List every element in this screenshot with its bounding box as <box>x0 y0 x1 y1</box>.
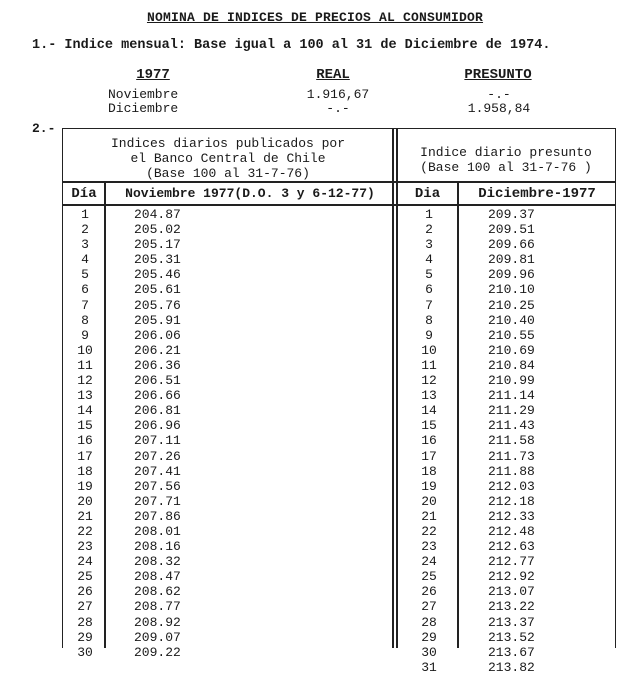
right-month-column-label: Diciembre-1977 <box>478 186 596 202</box>
right-header-block <box>398 145 614 175</box>
december-day-cell: 16 <box>421 433 437 449</box>
real-column-header: REAL <box>316 67 350 83</box>
december-value-cell: 213.37 <box>488 614 535 630</box>
november-value-cell: 206.81 <box>134 403 181 419</box>
november-day-cell: 13 <box>77 388 93 404</box>
december-value-cell: 213.67 <box>488 644 535 660</box>
november-day-cell: 3 <box>81 237 89 253</box>
november-day-cell: 29 <box>77 629 93 645</box>
december-day-cell: 19 <box>421 478 437 494</box>
december-day-cell: 23 <box>421 539 437 555</box>
november-value-cell: 205.46 <box>134 267 181 283</box>
december-day-cell: 17 <box>421 448 437 464</box>
december-day-cell: 12 <box>421 373 437 389</box>
november-value-cell: 206.06 <box>134 327 181 343</box>
november-value-cell: 204.87 <box>134 207 181 222</box>
december-value-cell: 209.51 <box>488 222 535 238</box>
november-value-cell: 205.76 <box>134 297 181 313</box>
left-day-column-label: Día <box>71 186 97 202</box>
december-day-cell: 21 <box>421 508 437 524</box>
december-day-cell: 14 <box>421 403 437 419</box>
daily-index-section-label: 2.- <box>32 121 56 136</box>
december-day-cell: 29 <box>421 629 437 645</box>
december-day-cell: 2 <box>425 222 433 238</box>
november-value-cell: 206.36 <box>134 357 181 373</box>
left-month-column-label: Noviembre 1977(D.O. 3 y 6-12-77) <box>125 186 375 201</box>
november-value-cell: 207.11 <box>134 433 181 449</box>
november-value-cell: 208.62 <box>134 584 181 600</box>
december-value-cell: 210.55 <box>488 327 535 343</box>
november-day-cell: 24 <box>77 554 93 570</box>
november-value-cell: 206.21 <box>134 342 181 358</box>
november-value-cell: 207.56 <box>134 478 181 494</box>
december-day-cell: 1 <box>425 207 433 222</box>
december-day-cell: 24 <box>421 554 437 570</box>
table-left-day-divider <box>104 182 106 648</box>
right-day-column-label: Dia <box>414 186 441 202</box>
november-day-cell: 11 <box>77 357 93 373</box>
left-header-line-3: (Base 100 al 31-7-76) <box>146 166 310 181</box>
november-value-cell: 207.41 <box>134 463 181 479</box>
december-real-value: -.- <box>326 101 350 116</box>
december-presunto-value: 1.958,84 <box>467 101 531 116</box>
december-value-cell: 210.25 <box>488 297 535 313</box>
december-value-cell: 210.40 <box>488 312 535 328</box>
november-value-cell: 209.22 <box>134 644 181 660</box>
november-day-list <box>68 207 102 660</box>
december-day-cell: 9 <box>425 327 433 343</box>
december-value-cell: 209.96 <box>488 267 535 283</box>
november-day-cell: 8 <box>81 312 89 328</box>
november-day-cell: 17 <box>77 448 93 464</box>
november-value-cell: 206.66 <box>134 388 181 404</box>
december-value-cell: 209.81 <box>488 252 535 268</box>
december-day-cell: 15 <box>421 418 437 434</box>
november-value-cell: 208.32 <box>134 554 181 570</box>
december-value-cell: 212.33 <box>488 508 535 524</box>
monthly-index-heading: 1.- Indice mensual: Base igual a 100 al 31 de Diciembre de 1974. <box>32 38 551 53</box>
november-value-cell: 207.86 <box>134 508 181 524</box>
november-value-cell: 205.91 <box>134 312 181 328</box>
december-day-cell: 4 <box>425 252 433 268</box>
december-day-cell: 6 <box>425 282 433 298</box>
november-real-value: 1.916,67 <box>306 87 370 102</box>
december-value-cell: 210.99 <box>488 373 535 389</box>
november-value-cell: 205.17 <box>134 237 181 253</box>
november-day-cell: 18 <box>77 463 93 479</box>
december-day-cell: 10 <box>421 342 437 358</box>
november-day-cell: 19 <box>77 478 93 494</box>
november-day-cell: 14 <box>77 403 93 419</box>
left-header-line-1: Indices diarios publicados por <box>110 136 346 151</box>
left-header-line-2: el Banco Central de Chile <box>130 151 326 166</box>
december-value-cell: 213.22 <box>488 599 535 615</box>
presunto-column-header: PRESUNTO <box>464 67 532 83</box>
november-value-cell: 205.02 <box>134 222 181 238</box>
december-day-cell: 25 <box>421 569 437 585</box>
december-value-cell: 212.03 <box>488 478 535 494</box>
december-day-cell: 13 <box>421 388 437 404</box>
december-value-cell: 212.63 <box>488 539 535 555</box>
december-day-cell: 20 <box>421 493 437 509</box>
november-day-cell: 6 <box>81 282 89 298</box>
december-value-cell: 212.48 <box>488 523 535 539</box>
december-value-cell: 209.37 <box>488 207 535 222</box>
november-day-cell: 9 <box>81 327 89 343</box>
november-value-list <box>134 207 254 660</box>
december-day-cell: 28 <box>421 614 437 630</box>
december-value-cell: 210.69 <box>488 342 535 358</box>
november-value-cell: 209.07 <box>134 629 181 645</box>
november-day-cell: 10 <box>77 342 93 358</box>
november-value-cell: 207.26 <box>134 448 181 464</box>
november-value-cell: 208.77 <box>134 599 181 615</box>
december-value-cell: 211.58 <box>488 433 535 449</box>
november-day-cell: 25 <box>77 569 93 585</box>
december-value-cell: 212.18 <box>488 493 535 509</box>
december-day-cell: 3 <box>425 237 433 253</box>
november-day-cell: 15 <box>77 418 93 434</box>
november-value-cell: 206.51 <box>134 373 181 389</box>
december-value-cell: 210.84 <box>488 357 535 373</box>
december-value-cell: 213.82 <box>488 659 535 675</box>
november-value-cell: 208.16 <box>134 539 181 555</box>
november-presunto-value: -.- <box>487 87 511 102</box>
december-day-cell: 22 <box>421 523 437 539</box>
table-center-divider-double <box>396 128 398 648</box>
december-value-cell: 211.43 <box>488 418 535 434</box>
december-value-cell: 213.07 <box>488 584 535 600</box>
december-value-cell: 211.73 <box>488 448 535 464</box>
december-day-cell: 18 <box>421 463 437 479</box>
november-day-cell: 20 <box>77 493 93 509</box>
november-day-cell: 26 <box>77 584 93 600</box>
november-day-cell: 7 <box>81 297 89 313</box>
november-day-cell: 22 <box>77 523 93 539</box>
november-day-cell: 12 <box>77 373 93 389</box>
table-center-divider <box>392 128 394 648</box>
december-day-cell: 26 <box>421 584 437 600</box>
december-day-cell: 31 <box>421 659 437 675</box>
december-value-cell: 209.66 <box>488 237 535 253</box>
december-day-cell: 11 <box>421 357 437 373</box>
november-day-cell: 5 <box>81 267 89 283</box>
december-day-list <box>404 207 454 675</box>
month-november-label: Noviembre <box>108 87 179 102</box>
november-value-cell: 206.96 <box>134 418 181 434</box>
november-value-cell: 207.71 <box>134 493 181 509</box>
december-day-cell: 7 <box>425 297 433 313</box>
december-value-cell: 211.29 <box>488 403 535 419</box>
right-header-line-2: (Base 100 al 31-7-76 ) <box>420 160 592 175</box>
november-day-cell: 21 <box>77 508 93 524</box>
left-header-block <box>64 136 392 181</box>
november-value-cell: 208.47 <box>134 569 181 585</box>
december-value-cell: 212.92 <box>488 569 535 585</box>
november-day-cell: 30 <box>77 644 93 660</box>
right-header-line-1: Indice diario presunto <box>420 145 592 160</box>
table-right-day-divider <box>457 182 459 648</box>
november-value-cell: 208.92 <box>134 614 181 630</box>
november-day-cell: 23 <box>77 539 93 555</box>
december-day-cell: 30 <box>421 644 437 660</box>
year-column-header: 1977 <box>136 67 170 83</box>
november-day-cell: 28 <box>77 614 93 630</box>
table-header-rule <box>62 181 616 183</box>
december-value-cell: 210.10 <box>488 282 535 298</box>
december-value-cell: 212.77 <box>488 554 535 570</box>
december-value-cell: 211.88 <box>488 463 535 479</box>
november-value-cell: 205.61 <box>134 282 181 298</box>
december-value-cell: 213.52 <box>488 629 535 645</box>
december-day-cell: 27 <box>421 599 437 615</box>
november-day-cell: 2 <box>81 222 89 238</box>
month-december-label: Diciembre <box>108 101 179 116</box>
november-value-cell: 205.31 <box>134 252 181 268</box>
november-value-cell: 208.01 <box>134 523 181 539</box>
november-day-cell: 4 <box>81 252 89 268</box>
december-day-cell: 5 <box>425 267 433 283</box>
november-day-cell: 1 <box>81 207 89 222</box>
table-subheader-rule <box>62 204 616 206</box>
document-title: NOMINA DE INDICES DE PRECIOS AL CONSUMIDOR <box>146 10 484 25</box>
november-day-cell: 27 <box>77 599 93 615</box>
december-day-cell: 8 <box>425 312 433 328</box>
december-value-list <box>488 207 608 675</box>
november-day-cell: 16 <box>77 433 93 449</box>
december-value-cell: 211.14 <box>488 388 535 404</box>
